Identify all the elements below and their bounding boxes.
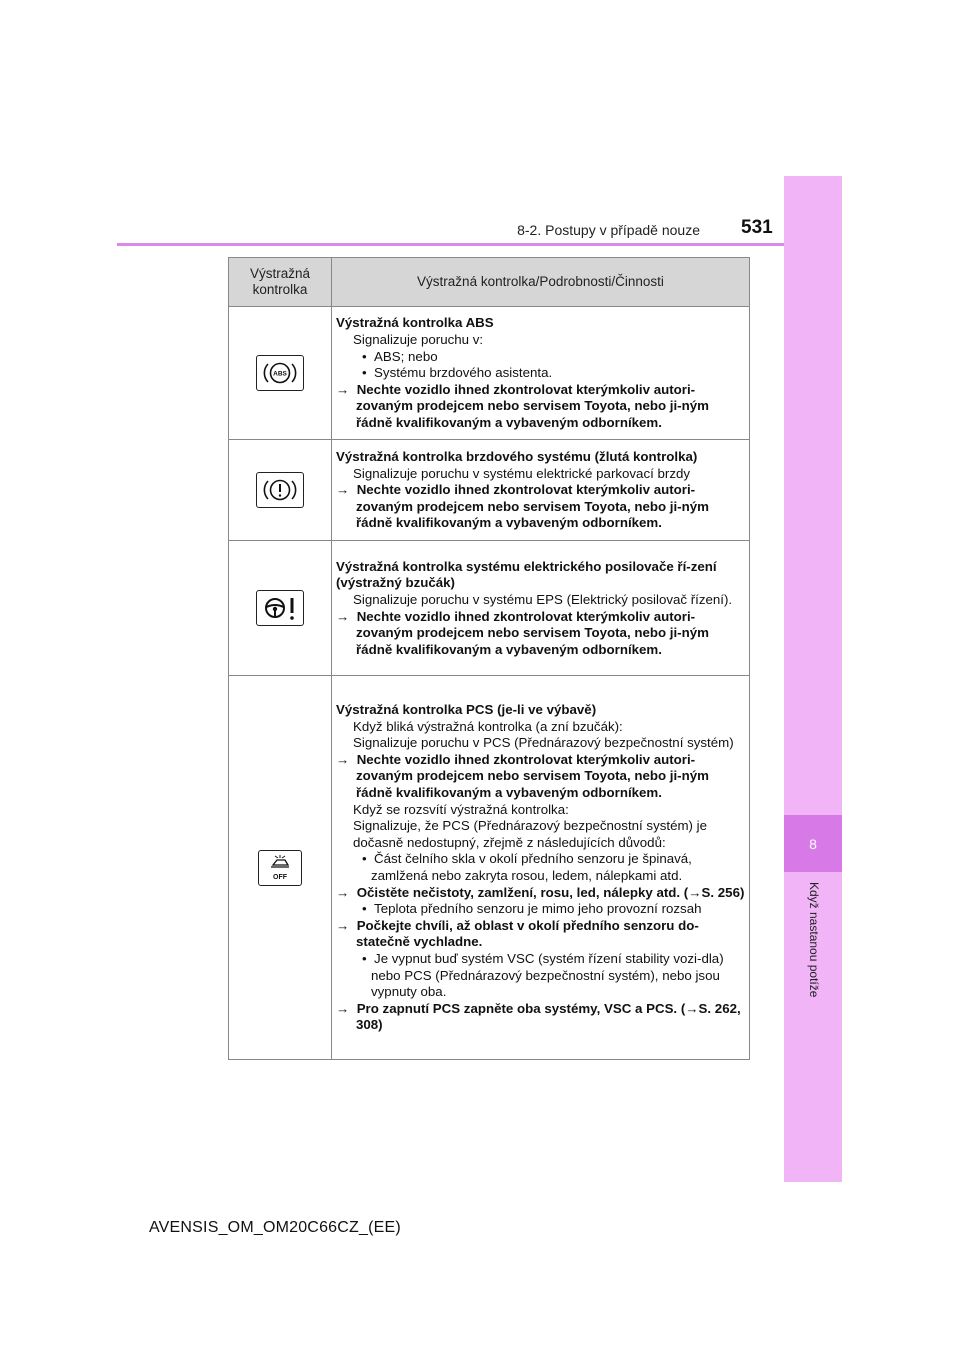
action-text: → Očistěte nečistoty, zamlžení, rosu, led, nálepky atd. (→S. 256) xyxy=(336,884,745,900)
details-cell xyxy=(332,541,750,676)
abs-warning-icon xyxy=(256,355,304,391)
table-row xyxy=(229,440,750,541)
action-text: → Nechte vozidlo ihned zkontrolovat kterýmkoliv autori-zovaným prodejcem nebo servisem Toyota, nebo ji-ným řádně kvalifikovaným a vybaveným odborníkem. xyxy=(336,381,709,430)
bullet-item: • Je vypnut buď systém VSC (systém řízení stability vozi-dla) nebo PCS (Přednárazový bezpečnostní systém), nebo jsou vypnuty oba. xyxy=(362,950,724,1000)
table-row xyxy=(229,307,750,440)
lit-intro: Když se rozsvítí výstražná kontrolka: xyxy=(353,801,569,817)
warning-title: Výstražná kontrolka ABS xyxy=(336,315,494,331)
svg-text:OFF: OFF xyxy=(273,873,287,881)
table-row xyxy=(229,541,750,676)
col-header-details: Výstražná kontrolka/Podrobnosti/Činnosti xyxy=(332,258,750,307)
document-code: AVENSIS_OM_OM20C66CZ_(EE) xyxy=(149,1219,401,1236)
pcs-warning-icon xyxy=(258,850,302,886)
icon-cell xyxy=(229,440,332,541)
details-cell xyxy=(332,307,750,440)
chapter-side-tab xyxy=(784,176,842,1182)
details-cell xyxy=(332,676,750,1060)
icon-cell xyxy=(229,541,332,676)
action-text: → Nechte vozidlo ihned zkontrolovat kterýmkoliv autori-zovaným prodejcem nebo servisem Toyota, nebo ji-ným řádně kvalifikovaným a vybaveným odborníkem. xyxy=(336,482,709,531)
page-number: 531 xyxy=(741,217,773,238)
warning-intro: Signalizuje poruchu v systému EPS (Elektrický posilovač řízení). xyxy=(353,591,733,607)
warning-intro: Signalizuje poruchu v systému elektrické parkovací brzdy xyxy=(353,465,691,481)
col-header-light: Výstražná kontrolka xyxy=(229,258,332,307)
bullet-item: • Část čelního skla v okolí předního senzoru je špinavá, zamlžená nebo zakryta rosou, ledem, nálepkami atd. xyxy=(362,851,692,883)
action-text: → Nechte vozidlo ihned zkontrolovat kterýmkoliv autori-zovaným prodejcem nebo servisem Toyota, nebo ji-ným řádně kvalifikovaným a vybaveným odborníkem. xyxy=(336,751,709,801)
action-text: → Pro zapnutí PCS zapněte oba systémy, VSC a PCS. (→S. 262, 308) xyxy=(336,1000,741,1033)
warning-title: Výstražná kontrolka brzdového systému (žlutá kontrolka) xyxy=(336,449,698,465)
warning-title: Výstražná kontrolka PCS (je-li ve výbavě) xyxy=(336,702,597,718)
blink-intro: Když bliká výstražná kontrolka (a zní bzučák): xyxy=(353,718,623,734)
section-title: 8-2. Postupy v případě nouze xyxy=(517,222,700,238)
action-text: → Počkejte chvíli, až oblast v okolí předního senzoru do-statečně vychladne. xyxy=(336,917,699,950)
svg-text:ABS: ABS xyxy=(273,370,287,378)
chapter-title: Když nastanou potíže xyxy=(807,882,821,998)
table-row xyxy=(229,676,750,1060)
icon-cell xyxy=(229,676,332,1060)
brake-system-warning-icon xyxy=(256,472,304,508)
table-header-row xyxy=(229,258,750,307)
warning-lights-table xyxy=(228,257,750,1060)
icon-cell xyxy=(229,307,332,440)
action-text: → Nechte vozidlo ihned zkontrolovat kterýmkoliv autori-zovaným prodejcem nebo servisem Toyota, nebo ji-ným řádně kvalifikovaným a vybaveným odborníkem. xyxy=(336,608,709,657)
lit-text: Signalizuje, že PCS (Přednárazový bezpečnostní systém) je dočasně nedostupný, zřejmě z následujících důvodů: xyxy=(353,818,708,850)
bullet-item: • ABS; nebo xyxy=(362,348,438,364)
header-rule xyxy=(117,243,784,246)
warning-intro: Signalizuje poruchu v: xyxy=(353,332,484,348)
details-cell xyxy=(332,440,750,541)
eps-warning-icon xyxy=(256,590,304,626)
bullet-item: • Systému brzdového asistenta. xyxy=(362,365,553,381)
warning-title: Výstražná kontrolka systému elektrického posilovače ří-zení (výstražný bzučák) xyxy=(336,558,717,591)
blink-text: Signalizuje poruchu v PCS (Přednárazový bezpečnostní systém) xyxy=(353,735,734,751)
chapter-number-box: 8 xyxy=(784,815,842,872)
bullet-item: • Teplota předního senzoru je mimo jeho provozní rozsah xyxy=(362,901,702,917)
